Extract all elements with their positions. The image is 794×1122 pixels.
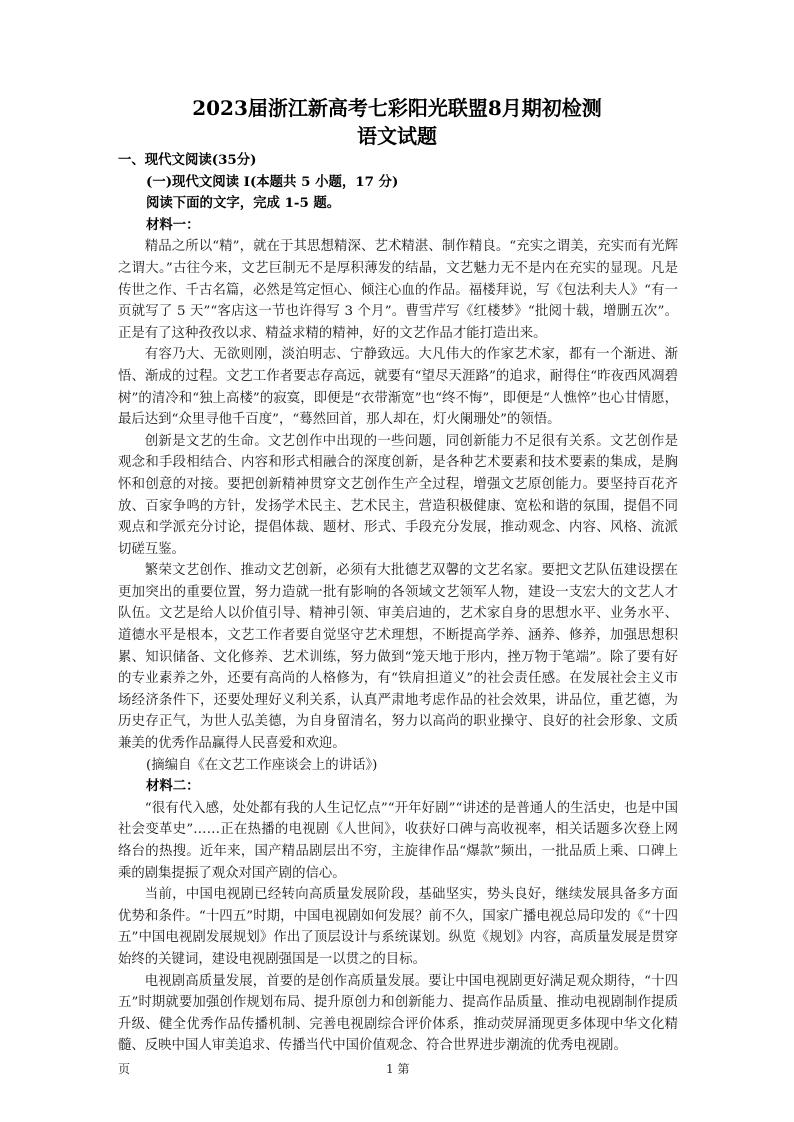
page-number: 1 第 (386, 1062, 410, 1076)
subsection-heading: (一)现代文阅读 I(本题共 5 小题，17 分) (146, 173, 399, 190)
material2-paragraph: “很有代入感，处处都有我的人生记忆点”“开年好剧”“讲述的是普通人的生活史，也是中国社会变革史”……正在热播的电视剧《人世间》，收获好口碑与高收视率，相关话题多次登上网络台的热搜。近年来，国产精品剧层出不穷，主旋律作品“爆款”频出，一批品质上乘、口碑上乘的剧集提振了观众对国产剧的信心。 (118, 800, 678, 881)
material1-label: 材料一： (146, 216, 200, 233)
document-title: 2023届浙江新高考七彩阳光联盟8月期初检测 (192, 96, 602, 120)
material2-paragraph: 电视剧高质量发展，首要的是创作高质量发展。要让中国电视剧更好满足观众期待，“十四五”时期就要加强创作规划布局、提升原创力和创新能力、提高作品质量、推动电视剧制作提质升级、健全优秀作品传播机制、完善电视剧综合评价体系，推动荧屏涌现更多体现中华文化精髓、反映中国人审美追求、传播当代中国价值观念、符合世界进步潮流的优秀电视剧。 (118, 973, 678, 1054)
section-heading: 一、现代文阅读(35分) (118, 152, 257, 168)
material1-source: (摘编自《在文艺工作座谈会上的讲话》) (146, 757, 378, 773)
instruction: 阅读下面的文字，完成 1-5 题。 (146, 195, 341, 212)
document-body (118, 150, 678, 1057)
material1-paragraph: 精品之所以“精”，就在于其思想精深、艺术精湛、制作精良。“充实之谓美，充实而有光辉之谓大。”古往今来，文艺巨制无不是厚积薄发的结晶，文艺魅力无不是内在充实的显现。凡是传世之作、千古名篇，必然是笃定恒心、倾注心血的作品。福楼拜说，写《包法利夫人》“有一页就写了 5 天”“客店这一节也许得写 3 个月”。曹雪芹写《红楼梦》“批阅十载，增删五次”。正是有了这种孜孜以求、精益求精的精神，好的文艺作品才能打造出来。 (118, 239, 678, 341)
page-footer-left: 页 (118, 1062, 131, 1076)
material2-label: 材料二： (146, 778, 200, 795)
document-subtitle: 语文试题 (357, 124, 437, 148)
material2-paragraph: 当前，中国电视剧已经转向高质量发展阶段，基础坚实，势头良好，继续发展具备多方面优势和条件。“十四五”时期，中国电视剧如何发展？前不久，国家广播电视总局印发的《“十四五”中国电视剧发展规划》作出了顶层设计与系统谋划。纵览《规划》内容，高质量发展是贯穿始终的关键词，建设电视剧强国是一以贯之的目标。 (118, 887, 678, 967)
material1-paragraph: 有容乃大、无欲则刚，淡泊明志、宁静致远。大凡伟大的作家艺术家，都有一个渐进、渐悟、渐成的过程。文艺工作者要志存高远，就要有“望尽天涯路”的追求，耐得住“昨夜西风凋碧树”的清冷和“独上高楼”的寂寞，即便是“衣带渐宽”也“终不悔”，即便是“人憔悴”也心甘情愿，最后达到“众里寻他千百度”，“蓦然回首，那人却在，灯火阑珊处”的领悟。 (118, 347, 678, 428)
material1-paragraph: 繁荣文艺创作、推动文艺创新，必须有大批德艺双馨的文艺名家。要把文艺队伍建设摆在更加突出的重要位置，努力造就一批有影响的各领域文艺领军人物，建设一支宏大的文艺人才队伍。文艺是给人以价值引导、精神引领、审美启迪的，艺术家自身的思想水平、业务水平、道德水平是根本，文艺工作者要自觉坚守艺术理想，不断提高学养、涵养、修养，加强思想积累、知识储备、文化修养、艺术训练，努力做到“笼天地于形内，挫万物于笔端”。除了要有好的专业素养之外，还要有高尚的人格修为，有“铁肩担道义”的社会责任感。在发展社会主义市场经济条件下，还要处理好义利关系，认真严肃地考虑作品的社会效果，讲品位，重艺德，为历史存正气，为世人弘美德，为自身留清名，努力以高尚的职业操守、良好的社会形象、文质兼美的优秀作品赢得人民喜爱和欢迎。 (118, 563, 678, 752)
material1-paragraph: 创新是文艺的生命。文艺创作中出现的一些问题，同创新能力不足很有关系。文艺创作是观念和手段相结合、内容和形式相融合的深度创新，是各种艺术要素和技术要素的集成，是胸怀和创意的对接。要把创新精神贯穿文艺创作生产全过程，增强文艺原创能力。要坚持百花齐放、百家争鸣的方针，发扬学术民主、艺术民主，营造积极健康、宽松和谐的氛围，提倡不同观点和学派充分讨论，提倡体裁、题材、形式、手段充分发展，推动观念、内容、风格、流派切磋互鉴。 (118, 433, 678, 557)
